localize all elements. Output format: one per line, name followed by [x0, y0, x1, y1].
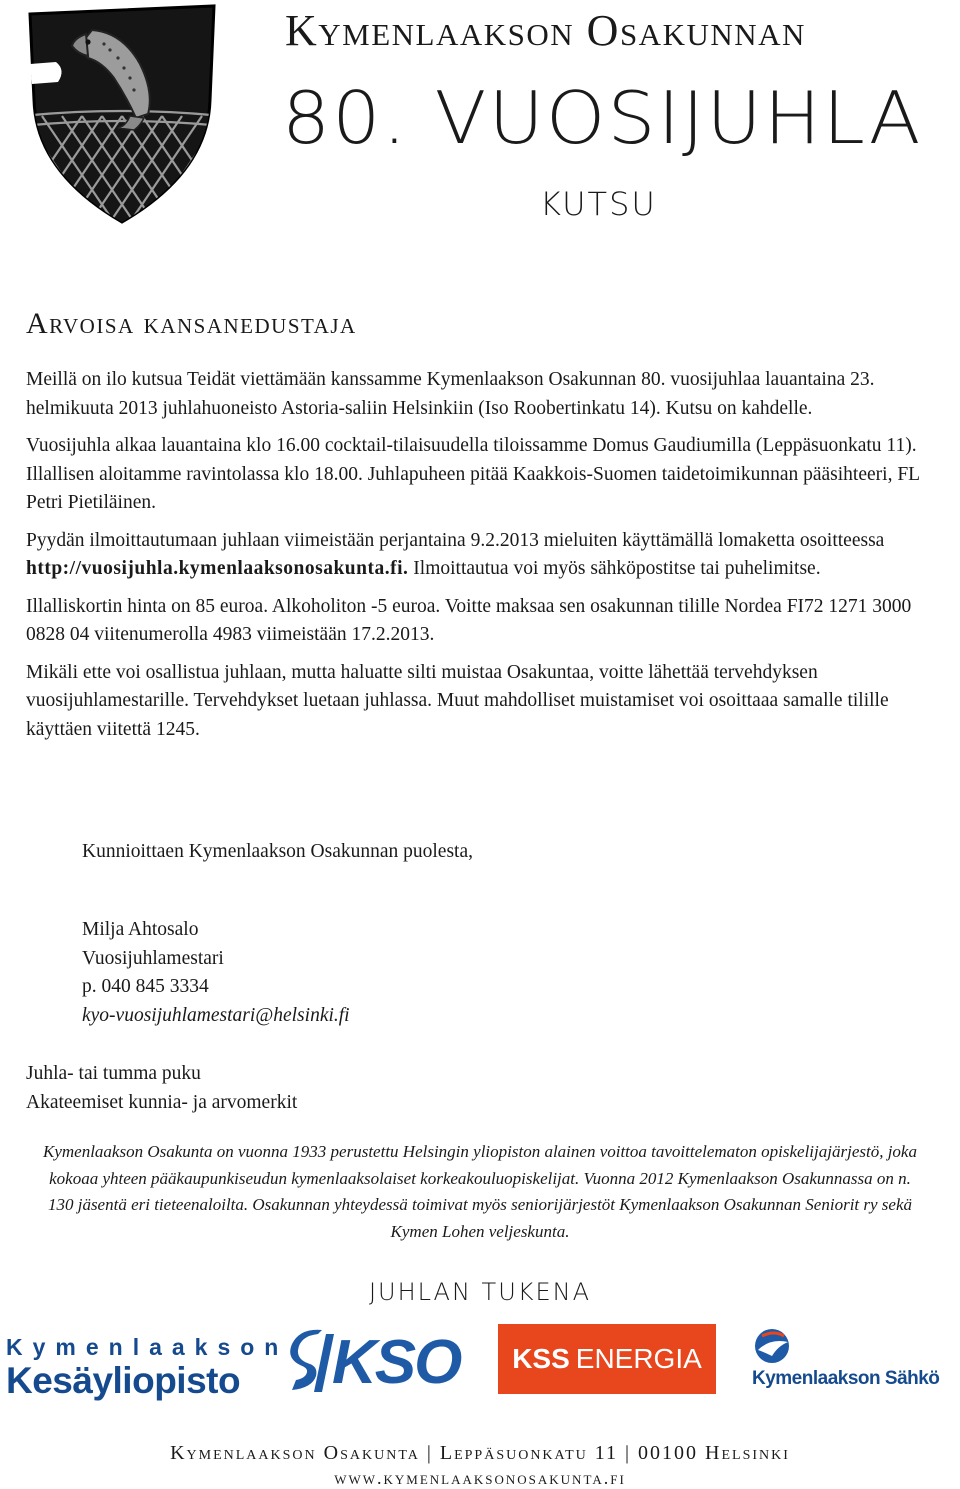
kesayliopisto-logo	[6, 1334, 289, 1404]
page-title-line2: 80. VUOSIJUHLA	[282, 76, 923, 160]
greeting: Arvoisa kansanedustaja	[26, 307, 357, 340]
dress-code-line1: Juhla- tai tumma puku	[26, 1063, 201, 1084]
kesayliopisto-logo-line2: Kesäyliopisto	[6, 1360, 241, 1401]
kymenlaakson-sahko-logo	[750, 1326, 960, 1396]
kss-energia-logo	[498, 1324, 716, 1394]
signer-email[interactable]: kyo-vuosijuhlamestari@helsinki.fi	[82, 1004, 350, 1026]
sponsors-heading: JUHLAN TUKENA	[368, 1278, 592, 1306]
paragraph-schedule: Vuosijuhla alkaa lauantaina klo 16.00 cocktail-tilaisuudella tiloissamme Domus Gaudiumilla (Leppäsuonkatu 11). Illallisen aloitamme ravintolassa klo 18.00. Juhlapuheen pitää Kaakkois-Suomen taidetoimikunnan pääsihteeri, FL Petri Pietiläinen.	[26, 435, 920, 513]
closing-line: Kunnioittaen Kymenlaakson Osakunnan puolesta,	[82, 841, 473, 862]
invitation-body	[26, 366, 936, 753]
footer-url[interactable]: www.kymenlaaksonosakunta.fi	[334, 1468, 626, 1488]
kesayliopisto-logo-line1: Kymenlaakson	[6, 1334, 289, 1360]
dress-code-line2: Akateemiset kunnia- ja arvomerkit	[26, 1091, 298, 1113]
signer-role: Vuosijuhlamestari	[82, 947, 224, 969]
registration-link[interactable]: http://vuosijuhla.kymenlaaksonosakunta.fi.	[26, 558, 409, 579]
registration-text: Pyydän ilmoittautumaan juhlaan viimeistään perjantaina 9.2.2013 mieluiten käyttämällä lomaketta osoitteessa	[26, 529, 885, 551]
signer-name: Milja Ahtosalo	[82, 919, 199, 940]
kss-logo-bold: KSS	[512, 1343, 570, 1374]
sahko-logo-text: Kymenlaakson Sähkö	[752, 1368, 940, 1389]
coat-of-arms-crest	[22, 4, 222, 226]
paragraph-registration	[26, 527, 936, 584]
dress-code	[26, 1060, 526, 1117]
signer-phone: p. 040 845 3334	[82, 976, 209, 997]
about-organisation: Kymenlaakson Osakunta on vuonna 1933 perustettu Helsingin yliopiston alainen voittoa tavoittelematon opiskelijajärjestö, joka kokoaa yhteen pääkaupunkiseudun kymenlaaksolaiset korkeakouluopiskelijat. Vuonna 2012 Kymenlaakson Osakunnassa on n. 130 jäsentä eri tieteenaloilta. Osakunnan yhteydessä toimivat myös seniorijärjestöt Kymenlaakson Osakunnan Seniorit ry sekä Kymen Lohen veljeskunta.	[43, 1142, 917, 1241]
paragraph-greetings: Mikäli ette voi osallistua juhlaan, mutta haluatte silti muistaa Osakuntaa, voitte lähettää tervehdyksen vuosijuhlamestarille. Tervehdykset luetaan juhlassa. Muut mahdolliset muistamiset voi osoittaaa samalle tilille käyttäen viitettä 1245.	[26, 661, 889, 740]
registration-text-end: Ilmoittautua voi myös sähköpostitse tai puhelimitse.	[408, 558, 821, 579]
footer-address: Kymenlaakson Osakunta | Leppäsuonkatu 11 | 00100 Helsinki	[170, 1442, 790, 1464]
signature-block	[82, 916, 782, 1030]
kss-logo-rest: ENERGIA	[575, 1343, 702, 1374]
kso-logo	[288, 1328, 461, 1398]
kso-logo-text: KSO	[332, 1328, 461, 1397]
paragraph-intro: Meillä on ilo kutsua Teidät viettämään kanssamme Kymenlaakson Osakunnan 80. vuosijuhlaa lauantaina 23. helmikuuta 2013 juhlahuoneisto Astoria-saliin Helsinkiin (Iso Roobertinkatu 14). Kutsu on kahdelle.	[26, 369, 875, 419]
kso-swoosh-icon	[288, 1328, 336, 1398]
sahko-globe-icon	[752, 1326, 796, 1368]
paragraph-price: Illalliskortin hinta on 85 euroa. Alkoholiton -5 euroa. Voitte maksaa sen osakunnan tilille Nordea FI72 1271 3000 0828 04 viitenumerolla 4983 viimeistään 17.2.2013.	[26, 595, 912, 645]
page-title-line1: Kymenlaakson Osakunnan	[285, 6, 806, 55]
invitation-label: KUTSU	[540, 185, 657, 223]
